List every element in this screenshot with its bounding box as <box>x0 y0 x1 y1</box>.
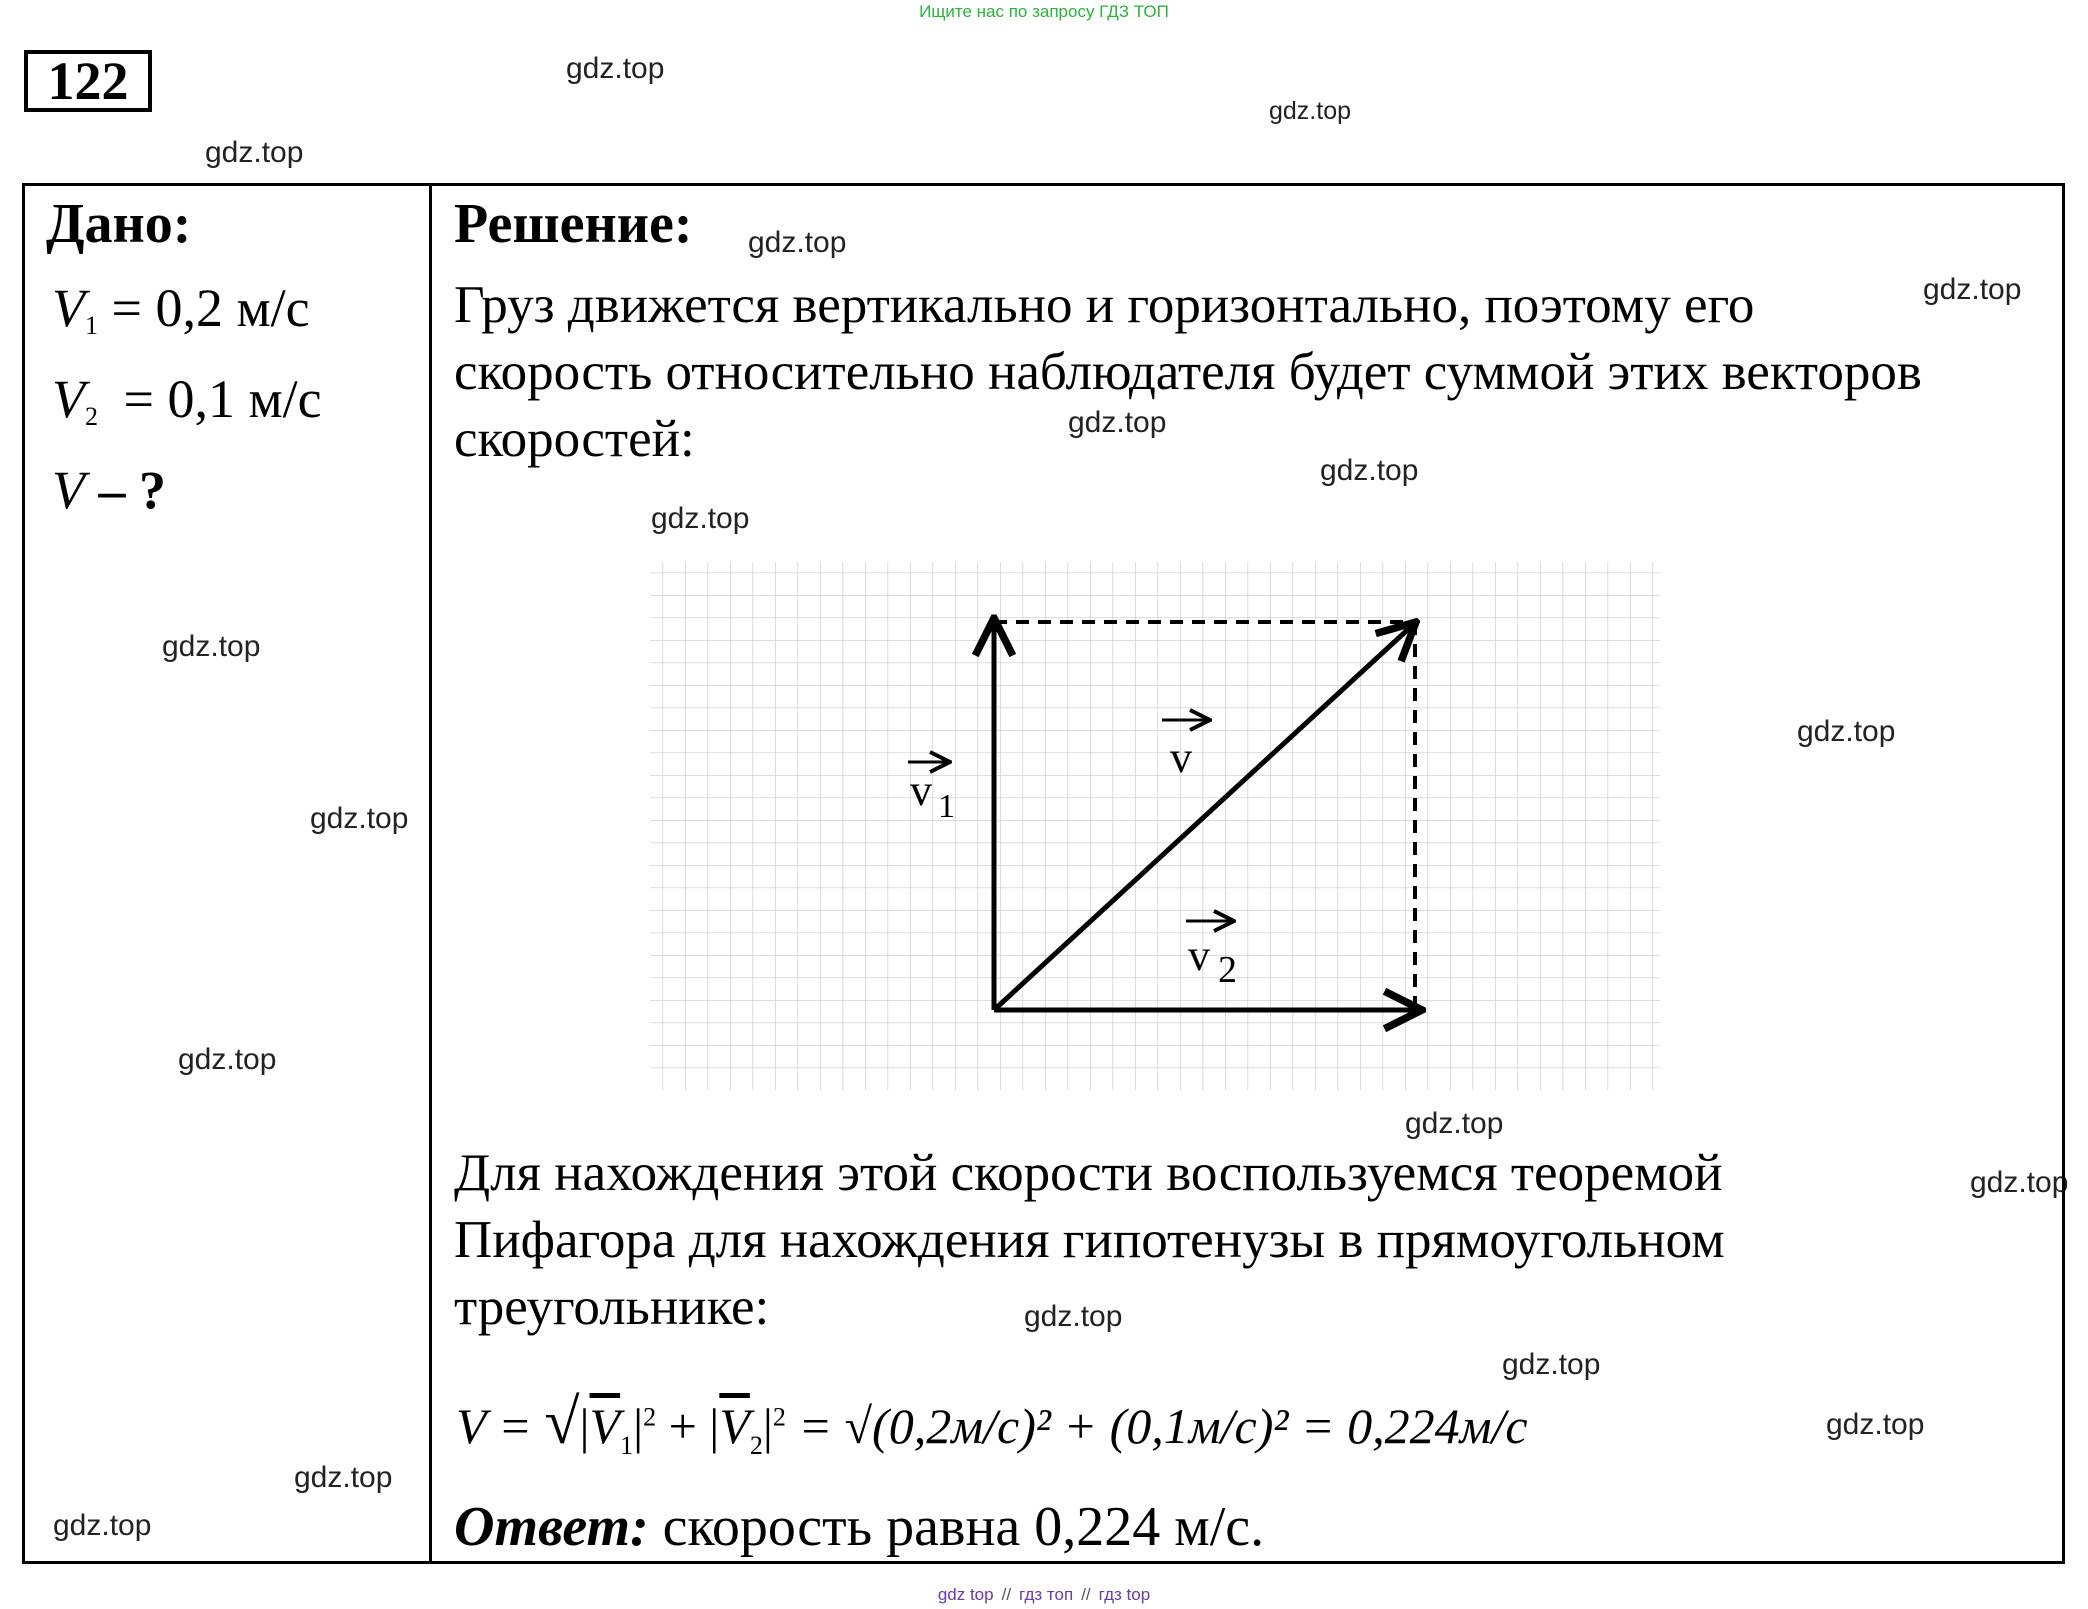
given-unknown-var: V <box>52 460 85 520</box>
watermark: gdz.top <box>1320 454 1419 487</box>
watermark: gdz.top <box>310 802 409 835</box>
given-heading: Дано: <box>46 193 192 255</box>
footer-link-1[interactable]: gdz top <box>937 1585 994 1604</box>
watermark: gdz.top <box>1923 273 2022 306</box>
pythagoras-formula <box>456 1385 1528 1461</box>
watermark: gdz.top <box>162 630 261 663</box>
watermark: gdz.top <box>1797 715 1896 748</box>
footer-separator: // <box>1081 1585 1091 1604</box>
vector-v2-label: v 2 <box>1188 931 1237 991</box>
given-v1-sub: 1 <box>85 311 98 340</box>
watermark: gdz.top <box>1970 1166 2069 1199</box>
given-v2-var: V <box>52 369 85 429</box>
footer-link-2[interactable]: гдз топ <box>1019 1585 1074 1604</box>
given-v2-sub: 2 <box>85 402 98 431</box>
watermark: gdz.top <box>178 1043 277 1076</box>
vector-diagram <box>640 550 1680 1120</box>
given-v2 <box>52 368 322 432</box>
vector-v1-label: v $_1$ <box>910 766 955 825</box>
watermark: gdz.top <box>1024 1300 1123 1333</box>
problem-number: 122 <box>24 50 152 112</box>
answer-line <box>454 1495 1264 1559</box>
formula-middle: = √(0,2м/с)² + (0,1м/с)² <box>798 1398 1289 1454</box>
given-unknown-value: – ? <box>98 460 166 520</box>
formula-result: = 0,224м/с <box>1300 1398 1528 1454</box>
footer-separator: // <box>1001 1585 1012 1604</box>
watermark: gdz.top <box>1405 1107 1504 1140</box>
formula-lhs: V = <box>456 1398 532 1454</box>
vector-v-label: v <box>1170 733 1192 782</box>
formula-abs-v1: $|\overline{V}_1|^2 + |\overline{V}_2|^2$ <box>579 1398 786 1460</box>
watermark: gdz.top <box>1269 97 1352 125</box>
watermark: gdz.top <box>748 226 847 259</box>
watermark: gdz.top <box>1826 1408 1925 1441</box>
given-v1 <box>52 277 310 341</box>
answer-label: Ответ: <box>454 1496 649 1558</box>
sqrt-sign: √ <box>544 1386 580 1457</box>
given-v2-value: = 0,1 м/с <box>123 369 322 429</box>
watermark: gdz.top <box>53 1509 152 1542</box>
solution-paragraph-2: Для нахождения этой скорости воспользуемся теоремой Пифагора для нахождения гипотенузы в прямоугольном треугольнике: <box>454 1144 1725 1336</box>
solution-heading: Решение: <box>454 193 693 255</box>
watermark: gdz.top <box>651 502 750 535</box>
top-banner[interactable]: Ищите нас по запросу ГДЗ ТОП <box>919 2 1169 21</box>
given-v1-value: = 0,2 м/с <box>111 278 310 338</box>
footer-link-3[interactable]: гдз top <box>1098 1585 1151 1604</box>
watermark: gdz.top <box>566 52 665 85</box>
watermark: gdz.top <box>205 136 304 169</box>
watermark: gdz.top <box>1502 1348 1601 1381</box>
column-divider <box>429 183 432 1564</box>
footer-links <box>0 1585 2088 1605</box>
given-v1-var: V <box>52 278 85 338</box>
watermark: gdz.top <box>1068 406 1167 439</box>
given-unknown <box>52 459 166 521</box>
solution-paragraph-1: Груз движется вертикально и горизонтально, поэтому его скорость относительно наблюдателя будет суммой этих векторов скоростей: <box>454 276 1922 468</box>
answer-text: скорость равна 0,224 м/с. <box>648 1496 1265 1558</box>
watermark: gdz.top <box>294 1461 393 1494</box>
